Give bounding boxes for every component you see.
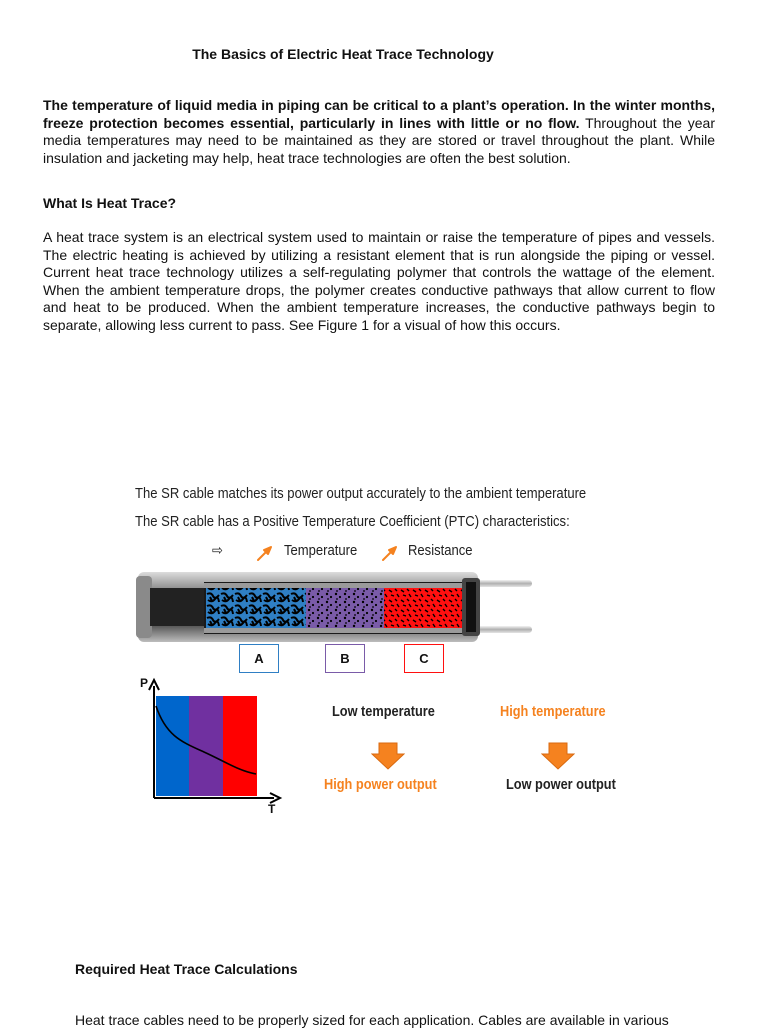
intro-rest-text: Throughout the year media temperatures may need to be maintained as they are stored or travel throughout the plant. While insulation and jacketing may help, heat trace technologies are often the best solution.	[43, 114, 716, 166]
power-vs-temperature-plot	[134, 676, 284, 816]
document-title: The Basics of Electric Heat Trace Technology	[192, 46, 494, 62]
orange-up-arrow-icon	[380, 544, 398, 562]
legend-implies-arrow: ⇨	[212, 543, 223, 559]
figure-caption-line-1: The SR cable matches its power output accurately to the ambient temperature	[135, 486, 587, 502]
low-power-output-caption: Low power output	[506, 777, 616, 793]
zone-a-label: A	[239, 644, 279, 673]
legend-resistance-label: Resistance	[408, 543, 473, 559]
section-heading-required-calculations: Required Heat Trace Calculations	[75, 961, 298, 977]
zone-c-label: C	[404, 644, 444, 673]
orange-down-arrow-icon	[541, 742, 575, 770]
high-power-output-caption: High power output	[324, 777, 437, 793]
section-body-what-is-heat-trace: A heat trace system is an electrical system used to maintain or raise the temperature of pipes and vessels. The electric heating is achieved by utilizing a resistant element that is run alongside the piping or vessel. Current heat trace technology utilizes a self-regulating polymer that controls the wattage of the element. When the ambient temperature drops, the polymer creates conductive pathways that allow current to flow and heat to be produced. When the ambient temperature increases, the conductive pathways begin to separate, allowing less current to pass. See Figure 1 for a visual of how this occurs.	[43, 229, 715, 333]
section-body-required-calculations: Heat trace cables need to be properly sized for each application. Cables are available in various	[75, 1012, 669, 1028]
axis-t-label: T	[268, 802, 276, 816]
legend-temperature-label: Temperature	[284, 543, 358, 559]
intro-bold-text: The temperature of liquid media in piping can be critical to a plant’s operation. In the winter months, freeze protection becomes essential, particularly in lines with little or no flow.	[43, 97, 715, 131]
zone-b-label: B	[325, 644, 365, 673]
heat-trace-cable-illustration	[136, 568, 540, 646]
figure-caption-line-2: The SR cable has a Positive Temperature Coefficient (PTC) characteristics:	[135, 514, 570, 530]
axis-p-label: P	[140, 676, 149, 690]
figure-sr-cable	[120, 480, 640, 820]
section-heading-what-is-heat-trace: What Is Heat Trace?	[43, 195, 177, 211]
low-temperature-caption: Low temperature	[332, 704, 435, 720]
orange-up-arrow-icon	[255, 544, 273, 562]
orange-down-arrow-icon	[371, 742, 405, 770]
high-temperature-caption: High temperature	[500, 704, 606, 720]
intro-paragraph	[43, 97, 715, 167]
